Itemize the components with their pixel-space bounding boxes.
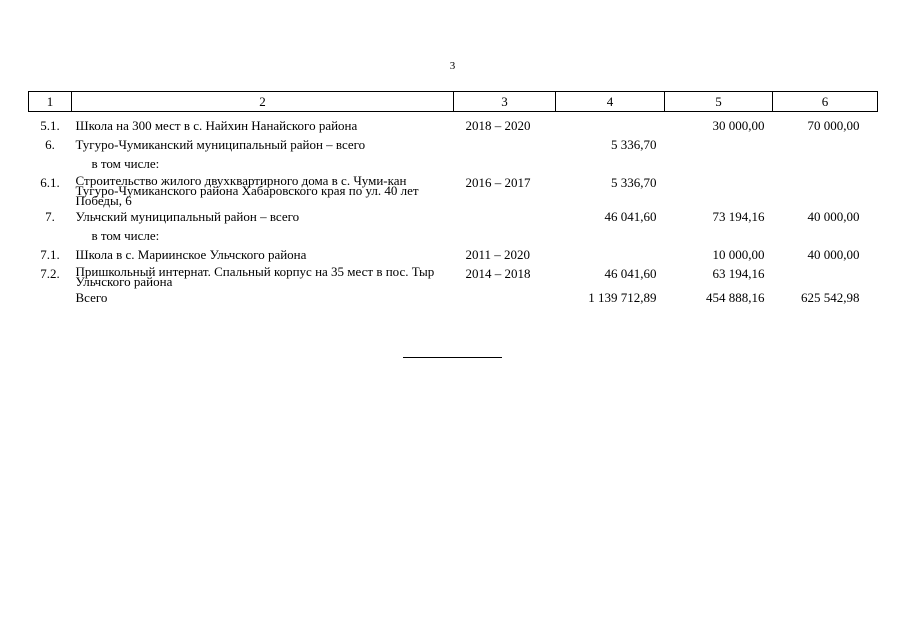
table-row (29, 176, 878, 210)
header-col-4: 4 (556, 92, 665, 112)
period-cell: 2014 – 2018 (465, 266, 531, 281)
amount-col-6 (773, 229, 878, 248)
header-col-5: 5 (665, 92, 773, 112)
total-row (29, 291, 878, 310)
period-cell (454, 210, 556, 229)
row-number: 7.2. (40, 266, 60, 281)
page-number: 3 (449, 60, 456, 72)
table-row (29, 267, 878, 291)
total-col-4: 1 139 712,89 (588, 290, 657, 305)
row-number: 7.1. (40, 247, 60, 262)
header-col-6: 6 (773, 92, 878, 112)
period-cell (454, 291, 556, 310)
total-col-6: 625 542,98 (801, 290, 860, 305)
end-of-document-divider (403, 357, 502, 358)
amount-col-6 (773, 138, 878, 157)
row-number (29, 157, 72, 176)
row-number: 6.1. (40, 175, 60, 190)
row-number (29, 229, 72, 248)
period-cell (454, 157, 556, 176)
object-name (72, 264, 454, 291)
table-row (29, 229, 878, 248)
amount-col-6 (773, 157, 878, 176)
amount-col-6: 40 000,00 (807, 209, 860, 224)
amount-col-5 (665, 157, 773, 176)
row-number (29, 291, 72, 310)
amount-col-4 (556, 229, 665, 248)
row-number: 5.1. (40, 118, 60, 133)
amount-col-4 (556, 157, 665, 176)
object-name: Ульчский муниципальный район – всего (75, 209, 300, 224)
object-name: Тугуро-Чумиканский муниципальный район – всего (75, 137, 366, 152)
amount-col-5: 10 000,00 (712, 247, 765, 262)
period-cell: 2016 – 2017 (465, 175, 531, 190)
object-name: Школа в с. Мариинское Ульчского района (75, 247, 307, 262)
amount-col-5: 30 000,00 (712, 118, 765, 133)
object-name-text: Строительство жилого двухквартирного дома в с. Чуми-кан Тугуро-Чумиканского района Хабаровского края по ул. 40 лет Победы, 6 (75, 173, 419, 208)
amount-col-4 (556, 112, 665, 139)
row-number: 6. (45, 137, 55, 152)
amount-col-4: 5 336,70 (611, 137, 657, 152)
object-name: Школа на 300 мест в с. Найхин Нанайского района (75, 118, 358, 133)
header-col-3: 3 (454, 92, 556, 112)
period-cell: 2011 – 2020 (465, 247, 531, 262)
subtotal-label: в том числе: (91, 228, 160, 243)
amount-col-4: 46 041,60 (604, 266, 657, 281)
amount-col-5: 63 194,16 (712, 266, 765, 281)
row-number: 7. (45, 209, 55, 224)
table-row (29, 112, 878, 139)
amount-col-5 (665, 138, 773, 157)
amount-col-6: 40 000,00 (807, 247, 860, 262)
subtotal-label: в том числе: (91, 156, 160, 171)
header-col-2: 2 (72, 92, 454, 112)
amount-col-4: 5 336,70 (611, 175, 657, 190)
amount-col-4: 46 041,60 (604, 209, 657, 224)
total-col-5: 454 888,16 (706, 290, 765, 305)
amount-col-6: 70 000,00 (807, 118, 860, 133)
period-cell: 2018 – 2020 (465, 118, 531, 133)
table-row (29, 210, 878, 229)
amount-col-5 (665, 229, 773, 248)
total-label: Всего (75, 290, 108, 305)
amount-col-5: 73 194,16 (712, 209, 765, 224)
period-cell (454, 229, 556, 248)
budget-table (28, 91, 878, 310)
object-name-text: Пришкольный интернат. Спальный корпус на 35 мест в пос. Тыр Ульчского района (75, 264, 435, 289)
amount-col-6 (773, 176, 878, 210)
period-cell (454, 138, 556, 157)
object-name (72, 173, 454, 210)
amount-col-5 (665, 176, 773, 210)
amount-col-6 (773, 267, 878, 291)
header-col-1: 1 (29, 92, 72, 112)
amount-col-4 (556, 248, 665, 267)
table-row (29, 138, 878, 157)
header-row (29, 92, 878, 112)
